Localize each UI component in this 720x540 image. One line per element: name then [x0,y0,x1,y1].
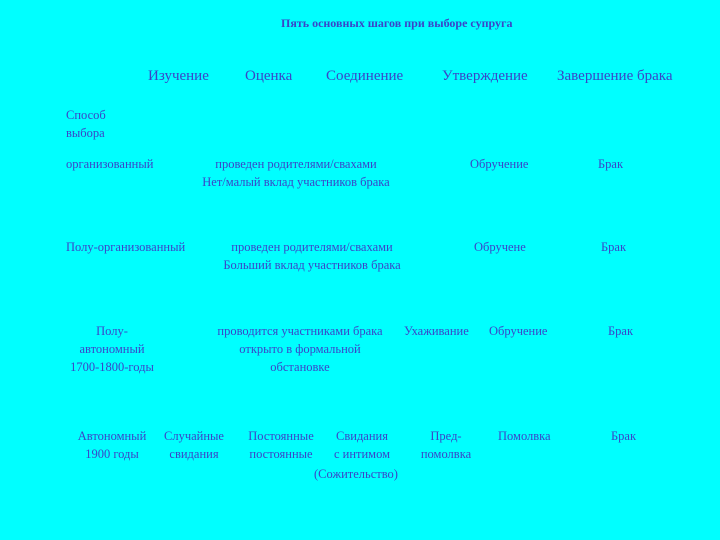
row-semi-autonomous-evaluation [204,322,396,376]
row-semi-organized-approval: Обручене [474,240,526,254]
row-semi-autonomous-evaluation-line1: проводится участниками брака [217,324,383,338]
row-semi-organized-completion: Брак [601,240,627,254]
row-organized-approval: Обручение [470,157,529,171]
row-semi-autonomous-evaluation-line2: открыто в формальной [239,342,361,356]
row-semi-autonomous-type [56,322,168,376]
row-organized-evaluation-line1: проведен родителями/свахами [215,157,377,171]
row-autonomous-evaluation [238,427,324,463]
row-organized-evaluation-line2: Нет/малый вклад участников брака [202,175,390,189]
row-autonomous-connection-line1: Свидания [336,429,388,443]
row-autonomous-study-line2: свидания [169,447,219,461]
header-approval: Утверждение [442,68,528,84]
row-autonomous-connection [324,427,400,463]
row-autonomous-pre-engagement-line1: Пред- [430,429,462,443]
page-title: Пять основных шагов при выборе супруга [281,16,513,30]
row-autonomous-type [60,427,164,463]
row-semi-organized-evaluation-line2: Больший вклад участников брака [223,258,401,272]
row-autonomous-evaluation-line1: Постоянные [248,429,314,443]
row-autonomous-pre-engagement [410,427,482,463]
header-study: Изучение [148,68,209,84]
row-semi-autonomous-courtship: Ухаживание [404,324,469,338]
row-semi-autonomous-completion: Брак [608,324,634,338]
row-organized-evaluation [188,155,404,191]
row-semi-autonomous-type-line2: автономный [79,342,145,356]
header-evaluation: Оценка [245,68,293,84]
row-semi-organized-evaluation-line1: проведен родителями/свахами [231,240,393,254]
row-autonomous-pre-engagement-line2: помолвка [420,447,472,461]
row-autonomous-study [154,427,234,463]
header-completion: Завершение брака [557,68,673,84]
row-semi-autonomous-type-line3: 1700-1800-годы [70,360,154,374]
row-semi-organized-type: Полу-организованный [66,240,186,254]
row-autonomous-type-line2: 1900 годы [85,447,139,461]
header-connection: Соединение [326,68,404,84]
row-organized-completion: Брак [598,157,624,171]
row-semi-autonomous-evaluation-line3: обстановке [270,360,330,374]
row-autonomous-approval: Помолвка [498,429,551,443]
row-autonomous-completion: Брак [611,429,637,443]
row-autonomous-study-line1: Случайные [164,429,224,443]
row-semi-autonomous-type-line1: Полу- [96,324,128,338]
row-autonomous-type-line1: Автономный [77,429,147,443]
row-organized-type: организованный [66,157,154,171]
row-semi-organized-evaluation [208,238,416,274]
row-autonomous-connection-line2: с интимом [333,447,391,461]
method-label-line2: выбора [66,126,105,140]
row-semi-autonomous-approval: Обручение [489,324,548,338]
method-label [66,106,106,142]
row-autonomous-evaluation-line2: постоянные [249,447,313,461]
method-label-line1: Способ [66,108,106,122]
row-autonomous-connection-note: (Сожительство) [314,467,398,481]
